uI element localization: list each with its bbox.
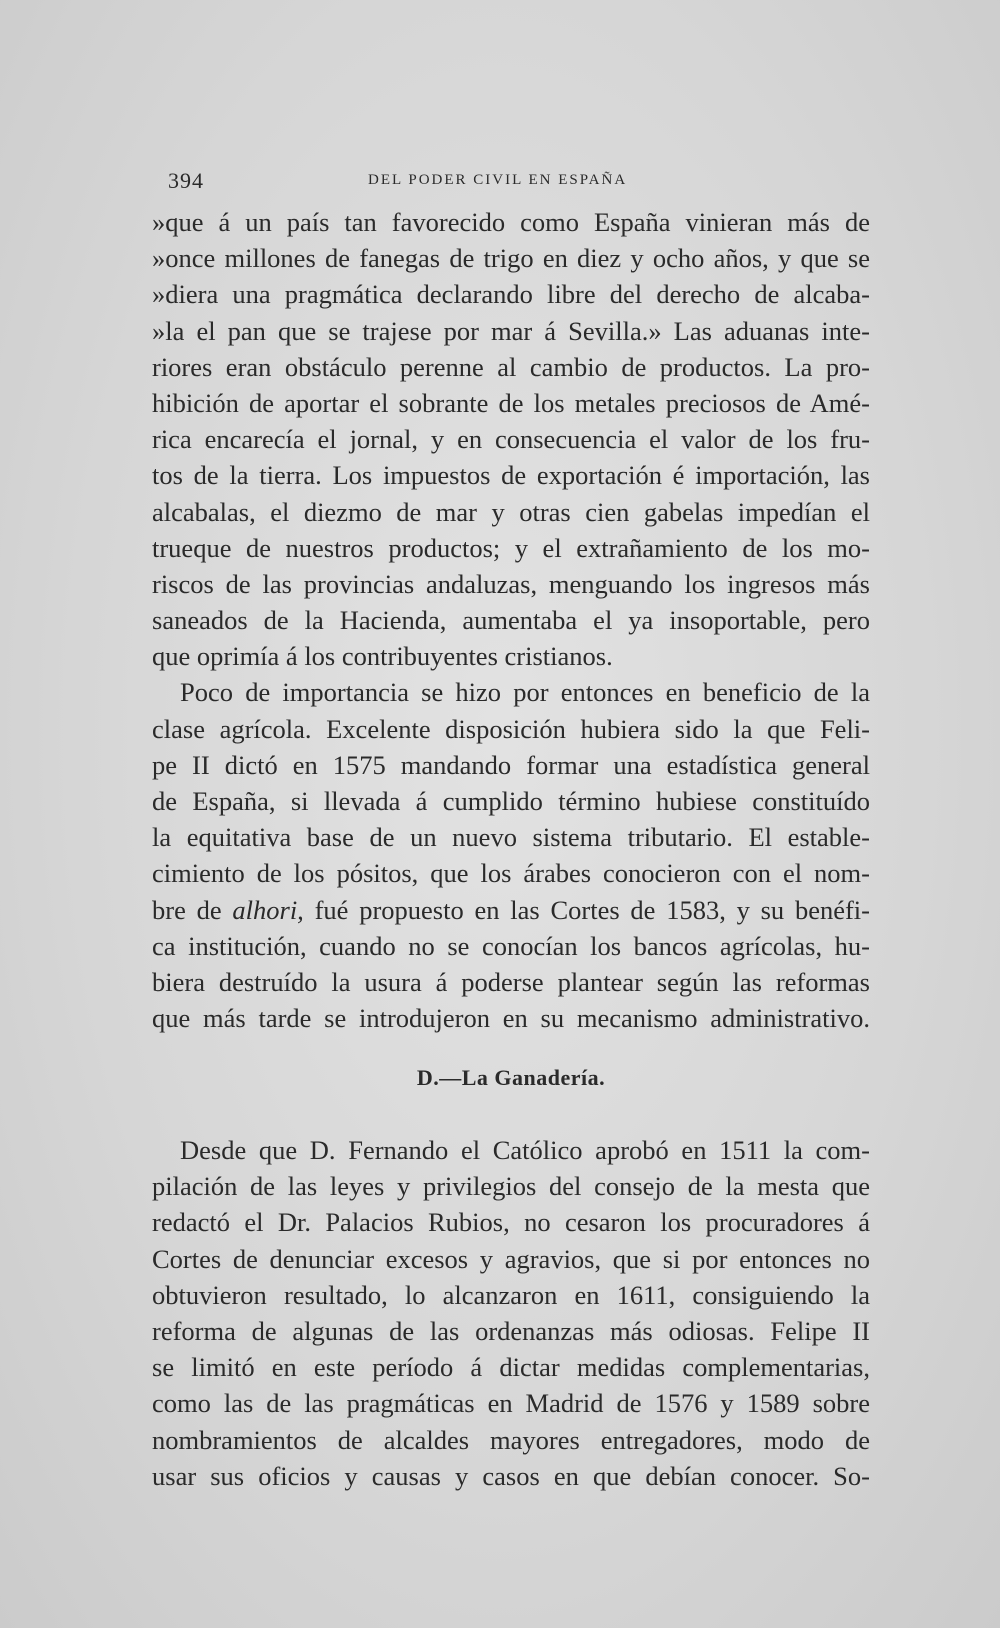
text-line: obtuvieron resultado, lo alcanzaron en 1611, consiguiendo la [152, 1279, 870, 1310]
text-line: usar sus oficios y causas y casos en que debían conocer. So- [152, 1460, 870, 1491]
text-line: que oprimía á los contribuyentes cristianos. [152, 641, 613, 672]
page-number: 394 [168, 168, 204, 193]
text-line: »diera una pragmática declarando libre del derecho de alcaba- [152, 279, 870, 310]
text-line: Cortes de denunciar excesos y agravios, que si por entonces no [152, 1243, 870, 1274]
text-line: que más tarde se introdujeron en su mecanismo administrativo. [152, 1003, 870, 1034]
text-line: riscos de las provincias andaluzas, menguando los ingresos más [152, 568, 870, 599]
text-line: reforma de algunas de las ordenanzas más odiosas. Felipe II [152, 1315, 870, 1346]
text-line: pe II dictó en 1575 mandando formar una estadística general [152, 749, 870, 780]
text-line: »once millones de fanegas de trigo en diez y ocho años, y que se [152, 243, 870, 274]
text-line-with-italic [152, 892, 870, 928]
italic-term: alhori, [232, 894, 304, 925]
text-segment: bre de [152, 894, 233, 925]
text-line: Desde que D. Fernando el Católico aprobó en 1511 la com- [180, 1135, 870, 1165]
page-header [168, 168, 868, 198]
paragraph-3 [152, 1132, 870, 1494]
text-line: redactó el Dr. Palacios Rubios, no cesaron los procuradores á [152, 1207, 870, 1238]
text-line: rica encarecía el jornal, y en consecuencia el valor de los fru- [152, 424, 870, 455]
paragraph-2 [152, 674, 870, 1036]
text-line: riores eran obstáculo perenne al cambio de productos. La pro- [152, 351, 870, 382]
text-line: biera destruído la usura á poderse plantear según las reformas [152, 966, 870, 997]
text-line: hibición de aportar el sobrante de los metales preciosos de Amé- [152, 387, 870, 418]
text-line: se limitó en este período á dictar medidas complementarias, [152, 1352, 870, 1383]
text-line: cimiento de los pósitos, que los árabes conocieron con el nom- [152, 858, 870, 889]
text-line: de España, si llevada á cumplido término hubiese constituído [152, 786, 870, 816]
text-segment: fué propuesto en las Cortes de 1583, y su benéfi- [303, 894, 870, 925]
text-line: trueque de nuestros productos; y el extrañamiento de los mo- [152, 532, 870, 563]
text-line: ca institución, cuando no se conocían los bancos agrícolas, hu- [152, 930, 870, 961]
text-line: nombramientos de alcaldes mayores entregadores, modo de [152, 1424, 870, 1455]
text-line: »la el pan que se trajese por mar á Sevilla.» Las aduanas inte- [152, 315, 870, 346]
text-line: Poco de importancia se hizo por entonces en beneficio de la [180, 677, 870, 708]
text-line: clase agrícola. Excelente disposición hubiera sido la que Feli- [152, 713, 870, 744]
text-line: como las de las pragmáticas en Madrid de 1576 y 1589 sobre [152, 1388, 870, 1419]
text-line: tos de la tierra. Los impuestos de exportación é importación, las [152, 460, 870, 491]
text-line: »que á un país tan favorecido como España vinieran más de [152, 207, 870, 237]
text-line: saneados de la Hacienda, aumentaba el ya insoportable, pero [152, 605, 870, 636]
text-line: pilación de las leyes y privilegios del consejo de la mesta que [152, 1171, 870, 1202]
running-head: DEL PODER CIVIL EN ESPAÑA [368, 172, 628, 188]
text-line: la equitativa base de un nuevo sistema tributario. El estable- [152, 822, 870, 853]
paragraph-1 [152, 204, 870, 674]
body-text-top [152, 204, 870, 1036]
text-line: alcabalas, el diezmo de mar y otras cien gabelas impedían el [152, 496, 870, 527]
section-heading: D.—La Ganadería. [416, 1065, 606, 1090]
